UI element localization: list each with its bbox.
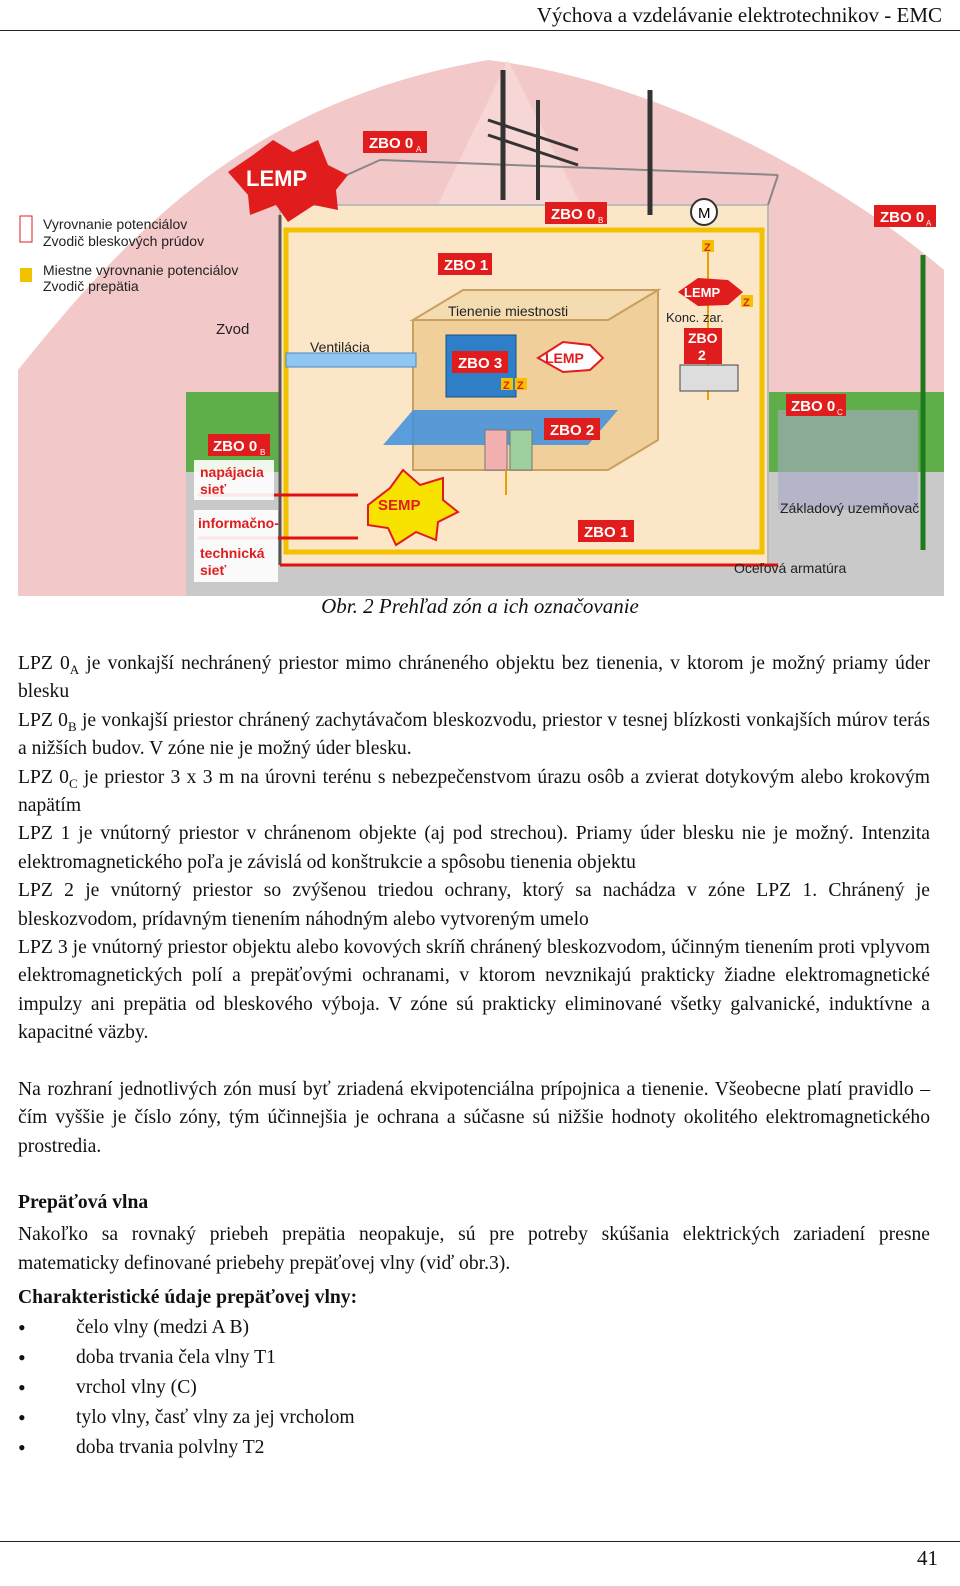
svg-text:ZBO 0: ZBO 0	[213, 438, 258, 455]
tienenie-label: Tienenie miestnosti	[448, 303, 569, 319]
zbo0c-tag	[786, 394, 846, 417]
equipment-cabinet	[510, 430, 532, 470]
page-header	[0, 0, 960, 31]
svg-text:ZBO: ZBO	[688, 330, 718, 346]
zbo2-konc-tag	[684, 328, 722, 364]
svg-text:Zvodič bleskových prúdov: Zvodič bleskových prúdov	[43, 233, 205, 249]
zbo0b-tag-left	[208, 434, 270, 457]
svg-text:LEMP: LEMP	[684, 285, 721, 300]
zbo1-tag-bottom	[578, 520, 634, 542]
document-body	[18, 650, 930, 1463]
svg-text:Vyrovnanie potenciálov: Vyrovnanie potenciálov	[43, 216, 188, 232]
svg-text:B: B	[260, 448, 266, 457]
svg-text:ZBO 0: ZBO 0	[551, 206, 596, 223]
list-item: • doba trvania čela vlny T1	[18, 1343, 930, 1373]
paragraph-lpz3: LPZ 3 je vnútorný priestor objektu alebo kovových skríň chránený bleskozvodom, účinným tienením proti vplyvom elektromagnetických polí a prepäťovými ochranami, v ktorom nevznikajú prakticky žiadne elektromagnetické impulzy ani prepätia od bleskového výboja. V zóne sú prakticky eliminované všetky galvanické, induktívne a kapacitné väzby.	[18, 937, 930, 1044]
zaklad-label: Základový uzemňovač	[780, 500, 920, 516]
svg-text:A: A	[416, 145, 422, 154]
svg-text:Miestne vyrovnanie potenciálov: Miestne vyrovnanie potenciálov	[43, 262, 239, 278]
list-item: • čelo vlny (medzi A B)	[18, 1313, 930, 1343]
svg-text:technická: technická	[200, 545, 265, 561]
svg-text:ZBO 1: ZBO 1	[444, 257, 489, 274]
svg-text:A: A	[926, 219, 932, 228]
ventilation-duct	[286, 353, 416, 367]
svg-text:ZBO 2: ZBO 2	[550, 422, 595, 439]
zbo0a-tag-top	[363, 131, 427, 154]
svg-text:Z: Z	[503, 380, 510, 392]
zbo3-tag	[452, 351, 508, 373]
terminal-device	[680, 365, 738, 391]
equipment-cabinet	[485, 430, 507, 470]
svg-text:ZBO 0: ZBO 0	[791, 398, 836, 415]
zbo0b-tag-top	[545, 202, 607, 225]
heading-surge-wave: Prepäťová vlna	[18, 1191, 149, 1213]
svg-text:Z: Z	[704, 242, 711, 254]
characteristics-list	[18, 1313, 930, 1463]
svg-text:C: C	[837, 408, 843, 417]
svg-text:ZBO 0: ZBO 0	[369, 135, 414, 152]
svg-text:Z: Z	[743, 297, 750, 309]
svg-text:Zvodič prepätia: Zvodič prepätia	[43, 278, 139, 294]
svg-text:sieť: sieť	[200, 481, 227, 497]
ocel-label: Oceľová armatúra	[734, 560, 847, 576]
semp-label: SEMP	[378, 497, 421, 514]
lpz-zone-diagram	[18, 40, 944, 596]
page-footer	[0, 1541, 960, 1570]
paragraph-surge: Nakoľko sa rovnaký priebeh prepätia neopakuje, sú pre potreby skúšania elektrických zariadení presne matematicky definované priebehy prepäťovej vlny (viď obr.3).	[18, 1224, 930, 1274]
list-item: • doba trvania polvlny T2	[18, 1433, 930, 1463]
paragraph-lpz1: LPZ 1 je vnútorný priestor v chránenom objekte (aj pod strechou). Priamy úder blesku nie je možný. Intenzita elektromagnetického poľa je závislá od konštrukcie a spôsobu tienenia objektu	[18, 823, 930, 873]
svg-text:Z: Z	[517, 380, 524, 392]
page-number: 41	[917, 1546, 938, 1570]
paragraph-lpz0a: LPZ $0_A$ je vonkajší nechránený priestor mimo chráneného objektu bez tienenia, v ktorom je možný priamy úder blesku	[18, 653, 930, 703]
svg-text:ZBO 3: ZBO 3	[458, 355, 503, 372]
motor-label: M	[698, 205, 711, 222]
svg-text:Zvod: Zvod	[216, 321, 250, 338]
svg-text:ZBO 1: ZBO 1	[584, 524, 629, 541]
paragraph-lpz2: LPZ 2 je vnútorný priestor so zvýšenou triedou ochrany, ktorý sa nachádza v zóne LPZ 1. Chránený je bleskozvodom, prídavným tienením náhodným alebo vytvoreným umelo	[18, 880, 930, 930]
paragraph-lpz0b: LPZ $0_B$ je vonkajší priestor chránený zachytávačom bleskozvodu, priestor v tesnej blízkosti vonkajších múrov terás a nižších budov. V zóne nie je možný úder blesku.	[18, 709, 930, 760]
svg-text:B: B	[598, 216, 604, 225]
paragraph-lpz0c: LPZ $0_C$ je priestor 3 x 3 m na úrovni terénu s nebezpečenstvom úrazu osôb a zvierat dotykovým alebo krokovým napätím	[18, 766, 930, 817]
zbo0a-tag-right	[874, 205, 936, 228]
svg-text:LEMP: LEMP	[545, 350, 584, 366]
list-item: • vrchol vlny (C)	[18, 1373, 930, 1403]
lemp-label: LEMP	[246, 166, 308, 191]
list-item: • tylo vlny, časť vlny za jej vrcholom	[18, 1403, 930, 1433]
svg-text:sieť: sieť	[200, 562, 227, 578]
napajacia-label: napájacia	[200, 464, 264, 480]
svg-text:ZBO 0: ZBO 0	[880, 209, 925, 226]
zbo0c-box	[778, 410, 918, 510]
header-title: Výchova a vzdelávanie elektrotechnikov - EMC	[536, 3, 942, 27]
info-net-label: informačno-	[198, 515, 279, 531]
zbo1-tag	[438, 253, 492, 275]
svg-text:2: 2	[698, 347, 706, 363]
ventilacia-label: Ventilácia	[310, 339, 370, 355]
konc-label: Konc. zar.	[666, 310, 724, 325]
paragraph-interface: Na rozhraní jednotlivých zón musí byť zriadená ekvipotenciálna prípojnica a tienenie. Všeobecne platí pravidlo – čím vyššie je číslo zóny, tým účinnejšia je ochrana a súčasne sú nižšie hodnoty okolitého elektromagnetického prostredia.	[18, 1078, 930, 1157]
figure-caption: Obr. 2 Prehľad zón a ich označovanie	[321, 594, 639, 618]
zbo2-tag	[544, 418, 600, 440]
heading-characteristics: Charakteristické údaje prepäťovej vlny:	[18, 1287, 358, 1309]
